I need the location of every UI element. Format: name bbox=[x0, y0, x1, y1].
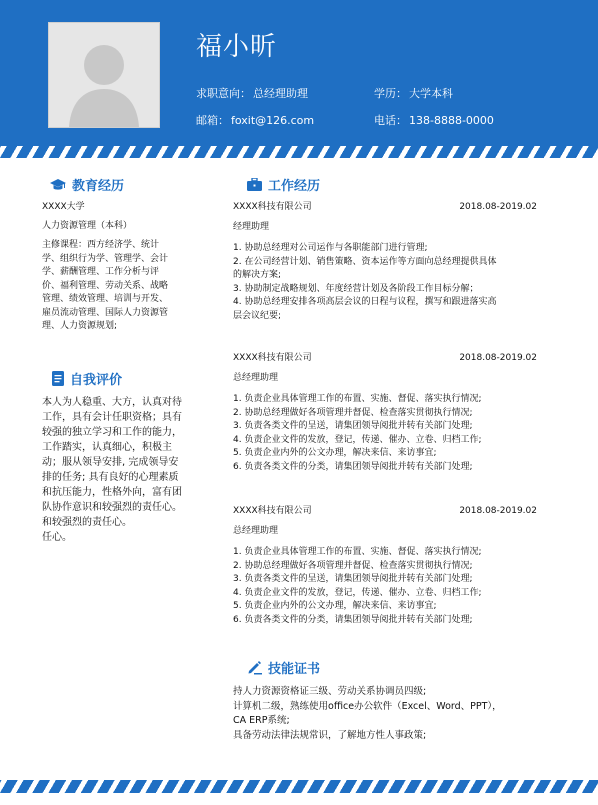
duty-line: 2. 在公司经营计划、销售策略、资本运作等方面向总经理提供具体 bbox=[233, 256, 497, 267]
duty-line: 6. 负责各类文件的分类，请集团领导阅批并转有关部门处理; bbox=[233, 461, 473, 472]
phone bbox=[374, 112, 494, 128]
skill-line: 具备劳动法律法规常识，了解地方性人事政策; bbox=[233, 729, 427, 741]
duty-line: 1. 负责企业具体管理工作的布置、实施、督促、落实执行情况; bbox=[233, 547, 482, 557]
briefcase-icon bbox=[247, 178, 262, 191]
self-eval-section-title bbox=[52, 369, 122, 388]
duty-line: 5. 负责企业内外的公文办理，解决来信、来访事宜; bbox=[233, 601, 437, 612]
job-duties bbox=[233, 393, 553, 475]
skill-line: 计算机二级，熟练使用office办公软件（Excel、Word、PPT）， bbox=[233, 700, 502, 712]
duty-line: 4. 负责企业文件的发放，登记，传递、催办、立卷、归档工作; bbox=[233, 434, 482, 445]
skills-title: 技能证书 bbox=[268, 662, 321, 677]
job-entry bbox=[233, 505, 553, 628]
pencil-icon bbox=[247, 660, 262, 675]
courses-line: 雇员流动管理、国际人力资源管 bbox=[42, 307, 169, 318]
education-major: 人力资源管理（本科） bbox=[42, 221, 133, 231]
education-level-value: 大学本科 bbox=[409, 87, 453, 100]
duty-line: 3. 负责各类文件的呈送，请集团领导阅批并转有关部门处理; bbox=[233, 574, 473, 585]
skill-line: 持人力资源资格证三级、劳动关系协调员四级; bbox=[233, 686, 427, 697]
job-intent bbox=[196, 85, 308, 101]
header-stripe-divider bbox=[0, 146, 598, 158]
job-date: 2018.08-2019.02 bbox=[459, 202, 537, 212]
education-school: XXXX大学 bbox=[42, 202, 85, 212]
job-date: 2018.08-2019.02 bbox=[459, 506, 537, 516]
self-eval-line: 本人为人稳重、大方，认真对待 bbox=[42, 397, 182, 408]
self-eval-line: 和抗压能力，性格外向，富有团 bbox=[42, 487, 182, 498]
document-icon bbox=[52, 371, 64, 386]
self-eval-line: 任心。 bbox=[42, 532, 72, 543]
skill-line: CA ERP系统; bbox=[233, 715, 290, 726]
duty-line: 5. 负责企业内外的公文办理，解决来信、来访事宜; bbox=[233, 448, 437, 459]
education-courses bbox=[42, 239, 198, 334]
self-eval-text bbox=[42, 395, 200, 545]
courses-line: 价、福利管理、劳动关系、战略 bbox=[42, 280, 169, 291]
duty-line: 3. 负责各类文件的呈送，请集团领导阅批并转有关部门处理; bbox=[233, 421, 473, 432]
job-role: 总经理助理 bbox=[233, 526, 279, 536]
self-eval-line: 工作踏实，认真细心，积极主 bbox=[42, 442, 172, 453]
footer-stripe-divider bbox=[0, 780, 598, 793]
courses-line: 理、人力资源规划; bbox=[42, 321, 118, 331]
skills-text bbox=[233, 685, 553, 743]
self-eval-title: 自我评价 bbox=[70, 373, 123, 388]
duty-line: 2. 协助总经理做好各项管理并督促、检查落实贯彻执行情况; bbox=[233, 560, 473, 571]
email-label: 邮箱： bbox=[196, 114, 229, 127]
phone-value: 138-8888-0000 bbox=[409, 114, 494, 127]
header-banner bbox=[0, 0, 598, 158]
job-date: 2018.08-2019.02 bbox=[459, 353, 537, 363]
education-title: 教育经历 bbox=[72, 179, 125, 194]
job-company: XXXX科技有限公司 bbox=[233, 202, 312, 212]
education-level-label: 学历： bbox=[374, 87, 407, 100]
self-eval-line: 排的任务; 具有良好的心理素质 bbox=[42, 472, 179, 483]
duty-line: 6. 负责各类文件的分类，请集团领导阅批并转有关部门处理; bbox=[233, 614, 473, 625]
duty-line: 4. 负责企业文件的发放，登记，传递、催办、立卷、归档工作; bbox=[233, 587, 482, 598]
self-eval-line: 和较强烈的责任心。 bbox=[42, 517, 132, 528]
job-intent-label: 求职意向： bbox=[196, 87, 251, 100]
job-duties bbox=[233, 546, 553, 628]
graduation-cap-icon bbox=[50, 178, 66, 192]
self-eval-line: 动；服从领导安排, 完成领导安 bbox=[42, 457, 179, 468]
duty-line: 4. 协助总经理安排各项高层会议的日程与议程，撰写和跟进落实高 bbox=[233, 297, 497, 308]
self-eval-line: 队协作意识和较强烈的责任心。 bbox=[42, 502, 182, 513]
job-role: 总经理助理 bbox=[233, 373, 279, 383]
person-silhouette-icon bbox=[49, 23, 159, 127]
job-entry bbox=[233, 352, 553, 475]
courses-line: 学、薪酬管理、工作分析与评 bbox=[42, 267, 160, 277]
job-company: XXXX科技有限公司 bbox=[233, 506, 312, 516]
phone-label: 电话： bbox=[374, 114, 407, 127]
self-eval-line: 较强的独立学习和工作的能力， bbox=[42, 427, 182, 438]
duty-line: 层会议纪要; bbox=[233, 310, 282, 321]
job-entry bbox=[233, 201, 553, 324]
skills-section-title bbox=[247, 658, 320, 677]
job-intent-value: 总经理助理 bbox=[253, 87, 308, 100]
email bbox=[196, 112, 314, 128]
work-title: 工作经历 bbox=[268, 179, 321, 194]
job-role: 经理助理 bbox=[233, 222, 270, 232]
job-duties bbox=[233, 242, 553, 324]
courses-line: 管理、绩效管理、培训与开发、 bbox=[42, 294, 169, 304]
courses-line: 学、组织行为学、管理学、会计 bbox=[42, 253, 169, 264]
duty-line: 1. 负责企业具体管理工作的布置、实施、督促、落实执行情况; bbox=[233, 394, 482, 404]
self-eval-line: 工作，具有会计任职资格；具有 bbox=[42, 412, 182, 423]
duty-line: 1. 协助总经理对公司运作与各职能部门进行管理; bbox=[233, 243, 428, 253]
duty-line: 的解决方案; bbox=[233, 270, 282, 281]
email-value: foxit@126.com bbox=[231, 114, 315, 127]
candidate-name: 福小昕 bbox=[196, 32, 278, 62]
education-level bbox=[374, 85, 453, 101]
courses-line: 主修课程：西方经济学、统计 bbox=[42, 240, 160, 250]
avatar bbox=[48, 22, 160, 128]
duty-line: 2. 协助总经理做好各项管理并督促、检查落实贯彻执行情况; bbox=[233, 407, 473, 418]
education-section-title bbox=[50, 175, 124, 194]
job-company: XXXX科技有限公司 bbox=[233, 353, 312, 363]
duty-line: 3. 协助制定战略规划、年度经营计划及各阶段工作目标分解； bbox=[233, 283, 479, 294]
work-section-title bbox=[247, 175, 320, 194]
